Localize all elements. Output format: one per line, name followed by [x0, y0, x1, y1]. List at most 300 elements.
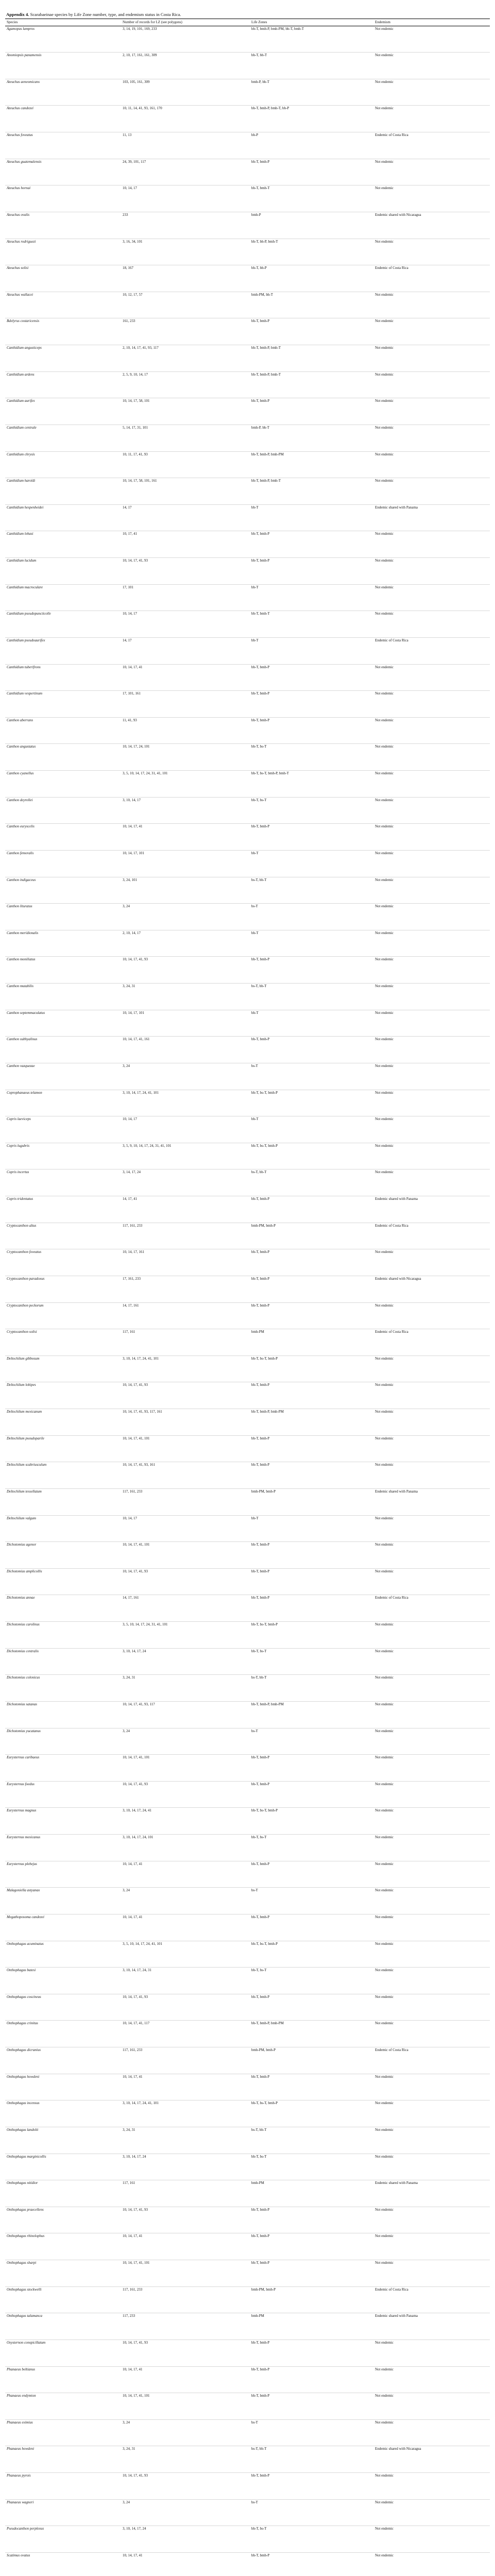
records-cell: 17, 161, 233	[121, 1276, 250, 1302]
endemism-cell: Not endemic	[373, 877, 490, 904]
endemism-cell: Not endemic	[373, 2552, 490, 2576]
endemism-cell: Not endemic	[373, 2473, 490, 2500]
endemism-cell: Not endemic	[373, 611, 490, 638]
species-cell: Canthon moniliatus	[5, 957, 121, 984]
endemism-cell: Not endemic	[373, 824, 490, 851]
endemism-cell: Not endemic	[373, 1143, 490, 1170]
records-cell: 11, 41, 93	[121, 717, 250, 744]
species-cell: Deltochilum lobipes	[5, 1382, 121, 1409]
life-zone-cell: bh-T	[250, 1116, 373, 1143]
table-row	[5, 159, 490, 185]
records-cell: 233	[121, 212, 250, 239]
life-zone-cell: bh-T, bmh-P, bmh-PM	[250, 2021, 373, 2047]
endemism-cell: Not endemic	[373, 2499, 490, 2526]
table-row	[5, 2313, 490, 2340]
endemism-cell: Not endemic	[373, 79, 490, 106]
table-row	[5, 1116, 490, 1143]
header-row	[5, 19, 490, 26]
table-row	[5, 2340, 490, 2366]
endemism-cell: Endemic shared with Panama	[373, 504, 490, 531]
records-cell: 3, 24	[121, 1888, 250, 1914]
species-table	[5, 19, 490, 2576]
table-row	[5, 2552, 490, 2576]
records-cell: 2, 10, 17, 161, 161, 309	[121, 53, 250, 79]
table-row	[5, 239, 490, 265]
table-row	[5, 584, 490, 611]
records-cell: 3, 10, 14, 17, 24	[121, 2526, 250, 2553]
table-row	[5, 2100, 490, 2127]
table-row	[5, 2473, 490, 2500]
records-cell: 3, 24	[121, 2499, 250, 2526]
endemism-cell: Endemic of Costa Rica	[373, 2286, 490, 2313]
records-cell: 10, 14, 17, 41, 93	[121, 1994, 250, 2021]
table-row	[5, 877, 490, 904]
life-zone-cell: bh-T, bmh-P	[250, 558, 373, 585]
species-cell: Cryptocanthon altus	[5, 1223, 121, 1249]
records-cell: 3, 16, 34, 101	[121, 239, 250, 265]
endemism-cell: Not endemic	[373, 398, 490, 425]
species-cell: Scatimus ovatus	[5, 2552, 121, 2576]
species-cell: Canthon indigaceus	[5, 877, 121, 904]
records-cell: 10, 12, 17, 57	[121, 292, 250, 318]
endemism-cell: Not endemic	[373, 1116, 490, 1143]
table-row	[5, 1728, 490, 1755]
table-row	[5, 1435, 490, 1462]
table-row	[5, 1382, 490, 1409]
life-zone-cell: bh-T, bmh-P	[250, 1462, 373, 1489]
life-zone-cell: bh-T, bmh-P	[250, 2340, 373, 2366]
endemism-cell: Endemic of Costa Rica	[373, 2047, 490, 2074]
endemism-cell: Not endemic	[373, 1968, 490, 1994]
records-cell: 10, 14, 17, 101	[121, 1010, 250, 1037]
records-cell: 117, 161, 233	[121, 1223, 250, 1249]
table-row	[5, 478, 490, 505]
endemism-cell: Not endemic	[373, 2526, 490, 2553]
records-cell: 10, 14, 17, 41	[121, 664, 250, 691]
life-zone-cell: bmh-PM	[250, 2180, 373, 2207]
table-row	[5, 2207, 490, 2233]
table-row	[5, 904, 490, 930]
life-zone-cell: bh-T, bmh-P	[250, 1037, 373, 1063]
species-cell: Dichotomius yucatanus	[5, 1728, 121, 1755]
species-cell: Megathoposoma candezei	[5, 1914, 121, 1941]
endemism-cell: Endemic of Costa Rica	[373, 132, 490, 159]
endemism-cell: Not endemic	[373, 1542, 490, 1569]
species-cell: Canthon femoralis	[5, 850, 121, 877]
records-cell: 3, 10, 14, 17	[121, 797, 250, 824]
species-cell: Canthon meridionalis	[5, 930, 121, 957]
species-cell: Canthidium vespertinum	[5, 691, 121, 718]
table-row	[5, 1968, 490, 1994]
endemism-cell: Not endemic	[373, 717, 490, 744]
species-cell: Canthon vazquezae	[5, 1063, 121, 1090]
species-cell: Canthon euryscelis	[5, 824, 121, 851]
records-cell: 3, 10, 14, 17, 24, 41, 101	[121, 2100, 250, 2127]
life-zone-cell: bh-T, bmh-P	[250, 1276, 373, 1302]
header-life-zones: Life Zones	[250, 19, 373, 26]
species-cell: Dichotomius centralis	[5, 1648, 121, 1675]
species-cell: Onthophagus dicranius	[5, 2047, 121, 2074]
table-row	[5, 957, 490, 984]
life-zone-cell: bs-T	[250, 904, 373, 930]
table-row	[5, 637, 490, 664]
records-cell: 10, 11, 17, 41, 93	[121, 451, 250, 478]
records-cell: 17, 101	[121, 584, 250, 611]
endemism-cell: Not endemic	[373, 850, 490, 877]
header-records: Number of records for LZ (see polygons)	[121, 19, 250, 26]
endemism-cell: Not endemic	[373, 318, 490, 345]
species-cell: Ateuchus solisi	[5, 265, 121, 292]
species-cell: Canthidium chrysis	[5, 451, 121, 478]
caption-label: Appendix 4.	[6, 12, 29, 17]
endemism-cell: Not endemic	[373, 1568, 490, 1595]
records-cell: 3, 10, 14, 17, 24	[121, 2154, 250, 2180]
species-cell: Phanaeus endymion	[5, 2393, 121, 2420]
life-zone-cell: bh-T, bmh-P	[250, 2074, 373, 2100]
life-zone-cell: bh-T, bh-T	[250, 53, 373, 79]
species-cell: Dichotomius agenor	[5, 1542, 121, 1569]
records-cell: 3, 10, 14, 17, 24, 41, 101	[121, 1355, 250, 1382]
endemism-cell: Endemic shared with Panama	[373, 1488, 490, 1515]
endemism-cell: Not endemic	[373, 2340, 490, 2366]
species-cell: Oxysternon conspicillatum	[5, 2340, 121, 2366]
endemism-cell: Not endemic	[373, 1888, 490, 1914]
endemism-cell: Not endemic	[373, 531, 490, 558]
endemism-cell: Not endemic	[373, 771, 490, 798]
life-zone-cell: bh-T, bmh-P	[250, 1781, 373, 1808]
life-zone-cell: bh-T, bmh-P	[250, 1861, 373, 1888]
records-cell: 3, 10, 14, 17, 24, 101	[121, 1835, 250, 1861]
table-row	[5, 1302, 490, 1329]
records-cell: 10, 14, 17, 41	[121, 2233, 250, 2260]
endemism-cell: Not endemic	[373, 451, 490, 478]
species-cell: Ateuchus aeneomicans	[5, 79, 121, 106]
table-row	[5, 2233, 490, 2260]
life-zone-cell: bh-T, bs-T, bmh-P	[250, 1622, 373, 1649]
life-zone-cell: bh-T	[250, 930, 373, 957]
species-cell: Canthon septemmaculatus	[5, 1010, 121, 1037]
life-zone-cell: bh-T, bmh-P	[250, 1302, 373, 1329]
life-zone-cell: bmh-PM, bmh-P	[250, 1488, 373, 1515]
endemism-cell: Not endemic	[373, 1675, 490, 1702]
endemism-cell: Not endemic	[373, 1010, 490, 1037]
species-cell: Onthophagus nitidior	[5, 2180, 121, 2207]
life-zone-cell: bmh-P, bh-T	[250, 79, 373, 106]
records-cell: 3, 24	[121, 2419, 250, 2446]
life-zone-cell: bs-T, bh-T	[250, 2446, 373, 2473]
life-zone-cell: bs-T, bh-T	[250, 1675, 373, 1702]
table-caption	[6, 11, 490, 18]
records-cell: 3, 10, 14, 17, 24, 41	[121, 1808, 250, 1835]
endemism-cell: Not endemic	[373, 2419, 490, 2446]
species-cell: Onthophagus batesi	[5, 1968, 121, 1994]
species-cell: Cryptocanthon paradoxus	[5, 1276, 121, 1302]
endemism-cell: Not endemic	[373, 2207, 490, 2233]
records-cell: 10, 14, 17, 41, 101	[121, 1542, 250, 1569]
species-cell: Canthidium aurifex	[5, 398, 121, 425]
records-cell: 10, 14, 17, 161	[121, 1249, 250, 1276]
table-row	[5, 1568, 490, 1595]
species-cell: Ateuchus hornai	[5, 185, 121, 212]
life-zone-cell: bh-T, bmh-P	[250, 1914, 373, 1941]
table-row	[5, 1542, 490, 1569]
table-row	[5, 1462, 490, 1489]
table-row	[5, 1090, 490, 1116]
species-cell: Ateuchus wallacei	[5, 292, 121, 318]
table-row	[5, 345, 490, 372]
species-cell: Anomiopsis panamensis	[5, 53, 121, 79]
records-cell: 3, 10, 14, 17, 24, 41, 101	[121, 1090, 250, 1116]
endemism-cell: Not endemic	[373, 744, 490, 771]
endemism-cell: Not endemic	[373, 1355, 490, 1382]
species-cell: Phanaeus beltianus	[5, 2366, 121, 2393]
table-row	[5, 1143, 490, 1170]
life-zone-cell: bh-T, bs-T, bmh-P	[250, 1143, 373, 1170]
species-cell: Deltochilum scabriusculum	[5, 1462, 121, 1489]
life-zone-cell: bh-T, bmh-P, bmh-PM	[250, 1701, 373, 1728]
species-cell: Canthidium macroculare	[5, 584, 121, 611]
endemism-cell: Not endemic	[373, 2100, 490, 2127]
species-cell: Eurysternus plebejus	[5, 1861, 121, 1888]
species-cell: Canthon subhyalinus	[5, 1037, 121, 1063]
records-cell: 2, 5, 9, 10, 14, 17	[121, 371, 250, 398]
endemism-cell: Not endemic	[373, 159, 490, 185]
records-cell: 10, 14, 17, 41, 93, 117	[121, 1701, 250, 1728]
records-cell: 10, 14, 17, 41	[121, 2552, 250, 2576]
species-cell: Onthophagus rhinolophus	[5, 2233, 121, 2260]
table-row	[5, 1515, 490, 1542]
endemism-cell: Not endemic	[373, 1462, 490, 1489]
table-row	[5, 1994, 490, 2021]
life-zone-cell: bh-T, bmh-P	[250, 1196, 373, 1223]
endemism-cell: Not endemic	[373, 1622, 490, 1649]
species-cell: Onthophagus howdeni	[5, 2074, 121, 2100]
table-row	[5, 1888, 490, 1914]
endemism-cell: Not endemic	[373, 2366, 490, 2393]
table-row	[5, 850, 490, 877]
records-cell: 17, 101, 161	[121, 691, 250, 718]
records-cell: 3, 24, 31	[121, 984, 250, 1010]
table-row	[5, 2260, 490, 2287]
life-zone-cell: bh-T, bmh-T	[250, 185, 373, 212]
table-row	[5, 132, 490, 159]
table-row	[5, 1223, 490, 1249]
records-cell: 161, 233	[121, 318, 250, 345]
table-row	[5, 1037, 490, 1063]
table-row	[5, 425, 490, 451]
endemism-cell: Not endemic	[373, 797, 490, 824]
table-row	[5, 691, 490, 718]
endemism-cell: Not endemic	[373, 2154, 490, 2180]
table-row	[5, 318, 490, 345]
endemism-cell: Not endemic	[373, 1994, 490, 2021]
table-row	[5, 1675, 490, 1702]
species-cell: Cryptocanthon solisi	[5, 1329, 121, 1356]
species-cell: Copris incertus	[5, 1170, 121, 1196]
records-cell: 10, 14, 17, 41, 101	[121, 2260, 250, 2287]
endemism-cell: Not endemic	[373, 106, 490, 132]
table-row	[5, 984, 490, 1010]
records-cell: 10, 11, 14, 41, 93, 161, 170	[121, 106, 250, 132]
table-row	[5, 1835, 490, 1861]
life-zone-cell: bh-T	[250, 504, 373, 531]
species-cell: Onthophagus marginicollis	[5, 2154, 121, 2180]
records-cell: 10, 14, 17	[121, 185, 250, 212]
endemism-cell: Not endemic	[373, 1648, 490, 1675]
endemism-cell: Not endemic	[373, 2021, 490, 2047]
life-zone-cell: bmh-PM	[250, 2313, 373, 2340]
table-row	[5, 504, 490, 531]
species-cell: Canthidium lebasi	[5, 531, 121, 558]
species-cell: Copris lugubris	[5, 1143, 121, 1170]
records-cell: 10, 14, 17, 41, 117	[121, 2021, 250, 2047]
species-cell: Cryptocanthon peckorum	[5, 1302, 121, 1329]
records-cell: 10, 14, 17, 41, 93	[121, 1568, 250, 1595]
records-cell: 10, 14, 17, 41, 93	[121, 957, 250, 984]
life-zone-cell: bh-T, bmh-P	[250, 717, 373, 744]
table-row	[5, 1595, 490, 1622]
table-row	[5, 744, 490, 771]
records-cell: 10, 14, 17, 41, 93	[121, 558, 250, 585]
table-row	[5, 1622, 490, 1649]
records-cell: 10, 14, 17, 41, 93, 161	[121, 1462, 250, 1489]
table-row	[5, 1249, 490, 1276]
endemism-cell: Not endemic	[373, 1515, 490, 1542]
endemism-cell: Not endemic	[373, 2393, 490, 2420]
table-row	[5, 2446, 490, 2473]
endemism-cell: Not endemic	[373, 1249, 490, 1276]
records-cell: 3, 5, 10, 14, 17, 24, 31, 41, 101	[121, 1622, 250, 1649]
records-cell: 3, 5, 9, 10, 14, 17, 24, 31, 41, 101	[121, 1143, 250, 1170]
endemism-cell: Not endemic	[373, 984, 490, 1010]
table-row	[5, 2154, 490, 2180]
species-cell: Deltochilum gibbosum	[5, 1355, 121, 1382]
table-row	[5, 1781, 490, 1808]
endemism-cell: Not endemic	[373, 1835, 490, 1861]
records-cell: 10, 14, 17, 58, 101	[121, 398, 250, 425]
species-cell: Ateuchus candezei	[5, 106, 121, 132]
endemism-cell: Endemic shared with Panama	[373, 1196, 490, 1223]
records-cell: 3, 24, 31	[121, 1675, 250, 1702]
life-zone-cell: bh-T, bs-T, bmh-P	[250, 1355, 373, 1382]
records-cell: 3, 24	[121, 1063, 250, 1090]
species-cell: Pseudocanthon perplexus	[5, 2526, 121, 2553]
endemism-cell: Not endemic	[373, 185, 490, 212]
records-cell: 2, 10, 14, 17, 41, 93, 117	[121, 345, 250, 372]
table-row	[5, 1488, 490, 1515]
endemism-cell: Not endemic	[373, 2260, 490, 2287]
records-cell: 103, 105, 161, 309	[121, 79, 250, 106]
table-row	[5, 2499, 490, 2526]
life-zone-cell: bh-T, bmh-P	[250, 2552, 373, 2576]
endemism-cell: Not endemic	[373, 371, 490, 398]
life-zone-cell: bh-T, bs-T	[250, 744, 373, 771]
life-zone-cell: bh-T, bmh-P	[250, 664, 373, 691]
records-cell: 24, 39, 101, 117	[121, 159, 250, 185]
endemism-cell: Not endemic	[373, 1170, 490, 1196]
records-cell: 117, 161	[121, 2180, 250, 2207]
records-cell: 10, 14, 17, 24, 101	[121, 744, 250, 771]
life-zone-cell: bh-T, bh-P, bmh-T	[250, 239, 373, 265]
table-row	[5, 1861, 490, 1888]
life-zone-cell: bh-T, bs-T, bmh-P	[250, 1808, 373, 1835]
species-cell: Deltochilum mexicanum	[5, 1409, 121, 1436]
endemism-cell: Endemic of Costa Rica	[373, 265, 490, 292]
table-row	[5, 930, 490, 957]
table-row	[5, 53, 490, 79]
life-zone-cell: bh-T, bmh-P	[250, 2366, 373, 2393]
records-cell: 117, 161	[121, 1329, 250, 1356]
species-cell: Phanaeus pyrois	[5, 2473, 121, 2500]
records-cell: 3, 5, 10, 14, 17, 24, 41, 101	[121, 1941, 250, 1968]
species-cell: Onthophagus landolti	[5, 2127, 121, 2154]
life-zone-cell: bs-T	[250, 2499, 373, 2526]
endemism-cell: Endemic shared with Nicaragua	[373, 1276, 490, 1302]
table-row	[5, 1063, 490, 1090]
species-cell: Ateuchus ovalis	[5, 212, 121, 239]
species-cell: Eurysternus magnus	[5, 1808, 121, 1835]
species-cell: Canthidium angusticeps	[5, 345, 121, 372]
records-cell: 10, 14, 17, 41	[121, 1914, 250, 1941]
endemism-cell: Not endemic	[373, 239, 490, 265]
records-cell: 3, 24, 31	[121, 2446, 250, 2473]
records-cell: 3, 24	[121, 904, 250, 930]
species-cell: Onthophagus incensus	[5, 2100, 121, 2127]
species-cell: Onthophagus acuminatus	[5, 1941, 121, 1968]
species-cell: Copris tridentatus	[5, 1196, 121, 1223]
species-cell: Dichotomius amplicollis	[5, 1568, 121, 1595]
species-cell: Cryptocanthon foveatus	[5, 1249, 121, 1276]
table-row	[5, 185, 490, 212]
records-cell: 10, 14, 17, 101	[121, 850, 250, 877]
endemism-cell: Endemic of Costa Rica	[373, 637, 490, 664]
table-row	[5, 2047, 490, 2074]
species-cell: Canthidium hespenheidei	[5, 504, 121, 531]
records-cell: 10, 14, 17, 41, 93	[121, 1382, 250, 1409]
table-row	[5, 26, 490, 53]
endemism-cell: Not endemic	[373, 53, 490, 79]
life-zone-cell: bh-T	[250, 1515, 373, 1542]
table-row	[5, 1355, 490, 1382]
life-zone-cell: bs-T	[250, 2419, 373, 2446]
endemism-cell: Not endemic	[373, 1701, 490, 1728]
life-zone-cell: bmh-PM	[250, 1329, 373, 1356]
life-zone-cell: bh-T, bmh-P, bmh-T	[250, 371, 373, 398]
table-row	[5, 664, 490, 691]
life-zone-cell: bh-T, bs-T	[250, 2526, 373, 2553]
life-zone-cell: bh-T, bs-T	[250, 1648, 373, 1675]
life-zone-cell: bh-T, bmh-P	[250, 1994, 373, 2021]
endemism-cell: Not endemic	[373, 904, 490, 930]
table-row	[5, 2021, 490, 2047]
table-row	[5, 1276, 490, 1302]
species-cell: Eurysternus foedus	[5, 1781, 121, 1808]
life-zone-cell: bh-T, bmh-P	[250, 2393, 373, 2420]
table-row	[5, 2127, 490, 2154]
life-zone-cell: bh-T, bh-P	[250, 265, 373, 292]
endemism-cell: Not endemic	[373, 2233, 490, 2260]
life-zone-cell: bh-T, bmh-P	[250, 1542, 373, 1569]
table-row	[5, 212, 490, 239]
endemism-cell: Not endemic	[373, 957, 490, 984]
records-cell: 3, 10, 14, 17, 24	[121, 1648, 250, 1675]
endemism-cell: Not endemic	[373, 930, 490, 957]
life-zone-cell: bs-T	[250, 1728, 373, 1755]
species-cell: Eurysternus caribaeus	[5, 1755, 121, 1782]
endemism-cell: Not endemic	[373, 345, 490, 372]
records-cell: 3, 14, 19, 101, 169, 233	[121, 26, 250, 53]
endemism-cell: Endemic of Costa Rica	[373, 1329, 490, 1356]
